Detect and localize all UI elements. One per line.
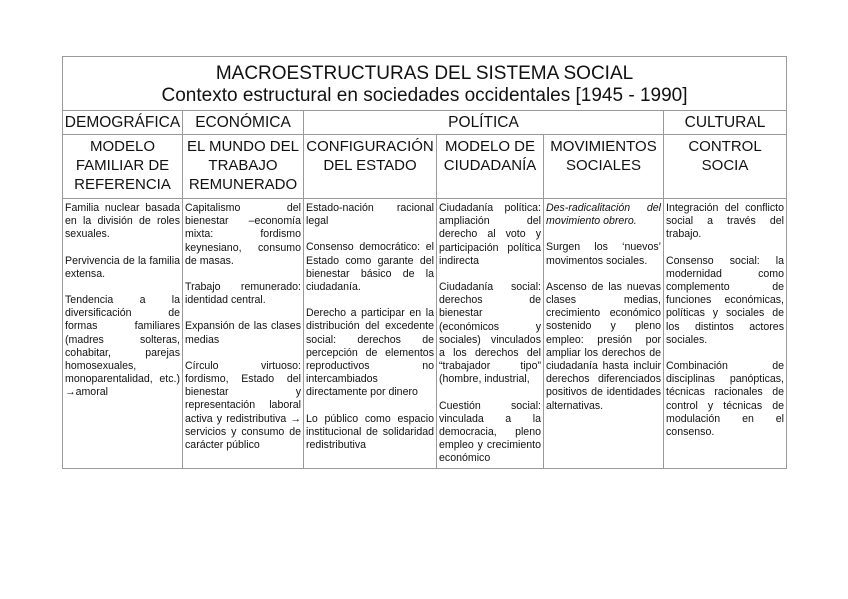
- paragraph: Círculo virtuoso: fordismo, Estado del bienestar y representación laboral activa y redistributiva → servicios y consumo de carácter público: [185, 359, 301, 452]
- paragraph: Ascenso de las nuevas clases medias, crecimiento económico sostenido y pleno empleo: presión por ampliar los derechos de ciudadanía hasta incluir derechos diferenciados positivos de identidades alternativas.: [546, 280, 661, 412]
- paragraph: Consenso social: la modernidad como complemento de funciones económicas, políticas y sociales de los distintos actores sociales.: [666, 254, 784, 346]
- cell-modelo-familiar: [63, 199, 183, 469]
- subheader-configuracion-estado: CONFIGURACIÓN DEL ESTADO: [304, 135, 437, 199]
- subheader-movimientos-sociales: MOVIMIENTOS SOCIALES: [544, 135, 664, 199]
- paragraph-italic: Des-radicalitación del movimiento obrero.: [546, 202, 661, 228]
- subheader-row: [63, 135, 787, 199]
- cell-movimientos-sociales: [544, 199, 664, 469]
- subheader-mundo-trabajo: EL MUNDO DEL TRABAJO REMUNERADO: [183, 135, 304, 199]
- paragraph: Capitalismo del bienestar –economía mixta: fordismo keynesiano, consumo de masas.: [185, 202, 301, 267]
- paragraph: Derecho a participar en la distribución del excedente social: derechos de percepción de elementos reproductivos no intercambiados directamente por dinero: [306, 307, 434, 399]
- subheader-control-social: CONTROL SOCIA: [664, 135, 787, 199]
- paragraph: Ciudadanía política: ampliación del derecho al voto y participación política indirecta: [439, 202, 541, 267]
- cell-modelo-ciudadania: [437, 199, 544, 469]
- category-politica: POLÍTICA: [304, 111, 664, 135]
- table-title: [63, 57, 787, 111]
- paragraph: Estado-nación racional legal: [306, 202, 434, 228]
- paragraph: Pervivencia de la familia extensa.: [65, 254, 180, 280]
- paragraph: Ciudadanía social: derechos de bienestar (económicos y sociales) vinculados a los derechos del “trabajador tipo” (hombre, industrial,: [439, 281, 541, 386]
- category-row: [63, 111, 787, 135]
- paragraph: Tendencia a la diversificación de formas familiares (madres solteras, cohabitar, parejas homosexuales, monoparentalidad, etc.) →amoral: [65, 294, 180, 399]
- paragraph: Surgen los ‘nuevos’ movimentos sociales.: [546, 241, 661, 267]
- paragraph: Lo público como espacio institucional de solidaridad redistributiva: [306, 412, 434, 452]
- cell-mundo-trabajo: [183, 199, 304, 469]
- paragraph: Expansión de las clases medias: [185, 320, 301, 346]
- paragraph: Familia nuclear basada en la división de roles sexuales.: [65, 202, 180, 241]
- paragraph: Combinación de disciplinas panópticas, técnicas racionales de control y técnicas de modulación en el consenso.: [666, 360, 784, 439]
- title-line-1: MACROESTRUCTURAS DEL SISTEMA SOCIAL: [215, 63, 634, 84]
- category-cultural: CULTURAL: [664, 111, 787, 135]
- title-row: [63, 57, 787, 111]
- cell-control-social: [664, 199, 787, 469]
- subheader-modelo-ciudadania: MODELO DE CIUDADANÍA: [437, 135, 544, 199]
- category-demografica: DEMOGRÁFICA: [63, 111, 183, 135]
- paragraph: Cuestión social: vinculada a la democracia, pleno empleo y crecimiento económico: [439, 399, 541, 465]
- title-line-2: Contexto estructural en sociedades occidentales [1945 - 1990]: [161, 85, 688, 106]
- category-economica: ECONÓMICA: [183, 111, 304, 135]
- paragraph: Consenso democrático: el Estado como garante del bienestar básico de la ciudadanía.: [306, 241, 434, 294]
- paragraph: Integración del conflicto social a través del trabajo.: [666, 202, 784, 241]
- content-row: [63, 199, 787, 469]
- macrostructures-table: [62, 56, 787, 469]
- cell-configuracion-estado: [304, 199, 437, 469]
- paragraph: Trabajo remunerado: identidad central.: [185, 281, 301, 307]
- subheader-modelo-familiar: MODELO FAMILIAR DE REFERENCIA: [63, 135, 183, 199]
